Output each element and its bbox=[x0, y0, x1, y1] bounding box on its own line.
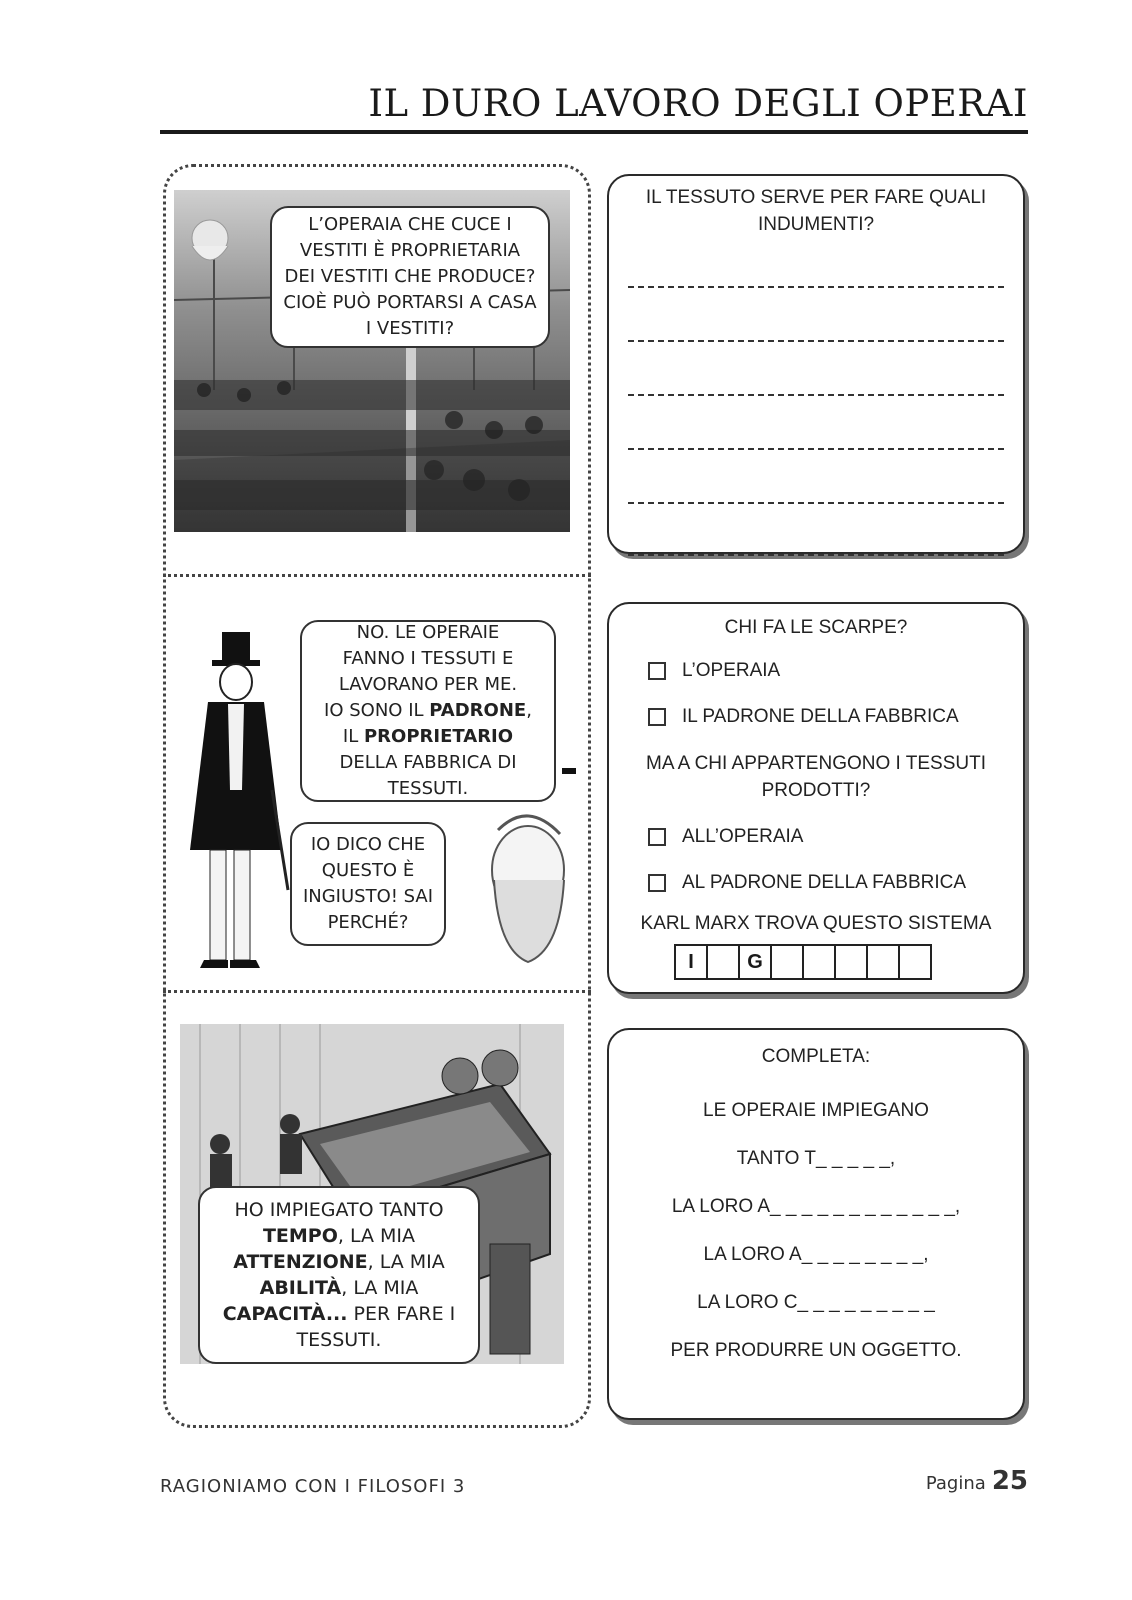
speech-bubble-owner: NO. LE OPERAIE FANNO I TESSUTI E LAVORANO PER ME. IO SONO IL PADRONE, IL PROPRIETARIO DELLA FABBRICA DI TESSUTI. bbox=[300, 620, 556, 802]
checkbox[interactable] bbox=[648, 874, 666, 892]
comic-panel-2 bbox=[168, 590, 580, 980]
option-al-padrone[interactable]: AL PADRONE DELLA FABBRICA bbox=[648, 872, 966, 894]
title-rule bbox=[160, 130, 1028, 134]
answer-line[interactable] bbox=[628, 502, 1004, 504]
comic-separator bbox=[163, 574, 591, 577]
letter-cell[interactable] bbox=[706, 944, 740, 980]
letter-cell[interactable] bbox=[770, 944, 804, 980]
completion-blank[interactable]: TANTO T_ _ _ _ _, bbox=[736, 1148, 896, 1169]
page-number: 25 bbox=[991, 1466, 1028, 1496]
option-padrone[interactable]: IL PADRONE DELLA FABBRICA bbox=[648, 706, 959, 728]
letter-cell[interactable] bbox=[802, 944, 836, 980]
speech-bubble-question: L’OPERAIA CHE CUCE I VESTITI È PROPRIETARIA DEI VESTITI CHE PRODUCE? CIOÈ PUÒ PORTARSI A CASA I VESTITI? bbox=[270, 206, 550, 348]
answer-line[interactable] bbox=[628, 448, 1004, 450]
comic-separator bbox=[163, 990, 591, 993]
letter-cell[interactable] bbox=[898, 944, 932, 980]
page-label: Pagina bbox=[925, 1473, 986, 1494]
letter-grid[interactable] bbox=[676, 944, 932, 980]
speech-bubble-marx: IO DICO CHE QUESTO È INGIUSTO! SAI PERCHÉ? bbox=[290, 822, 446, 946]
question-garments: IL TESSUTO SERVE PER FARE QUALI INDUMENTI? bbox=[645, 187, 987, 235]
completion-line: PER PRODURRE UN OGGETTO. bbox=[670, 1340, 962, 1361]
checkbox[interactable] bbox=[648, 662, 666, 680]
question-shoes: CHI FA LE SCARPE? bbox=[724, 617, 908, 638]
letter-cell[interactable]: I bbox=[674, 944, 708, 980]
question-fabrics: MA A CHI APPARTENGONO I TESSUTI PRODOTTI? bbox=[646, 753, 986, 801]
answer-line[interactable] bbox=[628, 286, 1004, 288]
footer-book-title: RAGIONIAMO CON I FILOSOFI 3 bbox=[160, 1476, 466, 1497]
letter-cell[interactable] bbox=[834, 944, 868, 980]
completion-line: LE OPERAIE IMPIEGANO bbox=[703, 1100, 929, 1121]
option-all-operaia[interactable]: ALL’OPERAIA bbox=[648, 826, 803, 848]
answer-line[interactable] bbox=[628, 394, 1004, 396]
letter-cell[interactable]: G bbox=[738, 944, 772, 980]
comic-panel-1 bbox=[174, 190, 570, 532]
marx-portrait bbox=[492, 816, 564, 962]
page-title: IL DURO LAVORO DEGLI OPERAI bbox=[368, 82, 1028, 125]
completion-blank[interactable]: LA LORO A_ _ _ _ _ _ _ _, bbox=[703, 1244, 929, 1265]
answer-line[interactable] bbox=[628, 554, 1004, 556]
statement-marx: KARL MARX TROVA QUESTO SISTEMA bbox=[640, 913, 992, 934]
speech-bubble-worker: HO IMPIEGATO TANTO TEMPO, LA MIA ATTENZIONE, LA MIA ABILITÀ, LA MIA CAPACITÀ... PER FARE I TESSUTI. bbox=[198, 1186, 480, 1364]
checkbox[interactable] bbox=[648, 828, 666, 846]
comic-panel-3 bbox=[180, 1024, 564, 1364]
page-number-block bbox=[900, 1466, 1028, 1496]
letter-cell[interactable] bbox=[866, 944, 900, 980]
completion-heading: COMPLETA: bbox=[761, 1046, 871, 1067]
completion-blank[interactable]: LA LORO C_ _ _ _ _ _ _ _ _ bbox=[697, 1292, 935, 1313]
answer-line[interactable] bbox=[628, 340, 1004, 342]
option-operaia[interactable]: L’OPERAIA bbox=[648, 660, 780, 682]
checkbox[interactable] bbox=[648, 708, 666, 726]
completion-blank[interactable]: LA LORO A_ _ _ _ _ _ _ _ _ _ _ _, bbox=[671, 1196, 961, 1217]
